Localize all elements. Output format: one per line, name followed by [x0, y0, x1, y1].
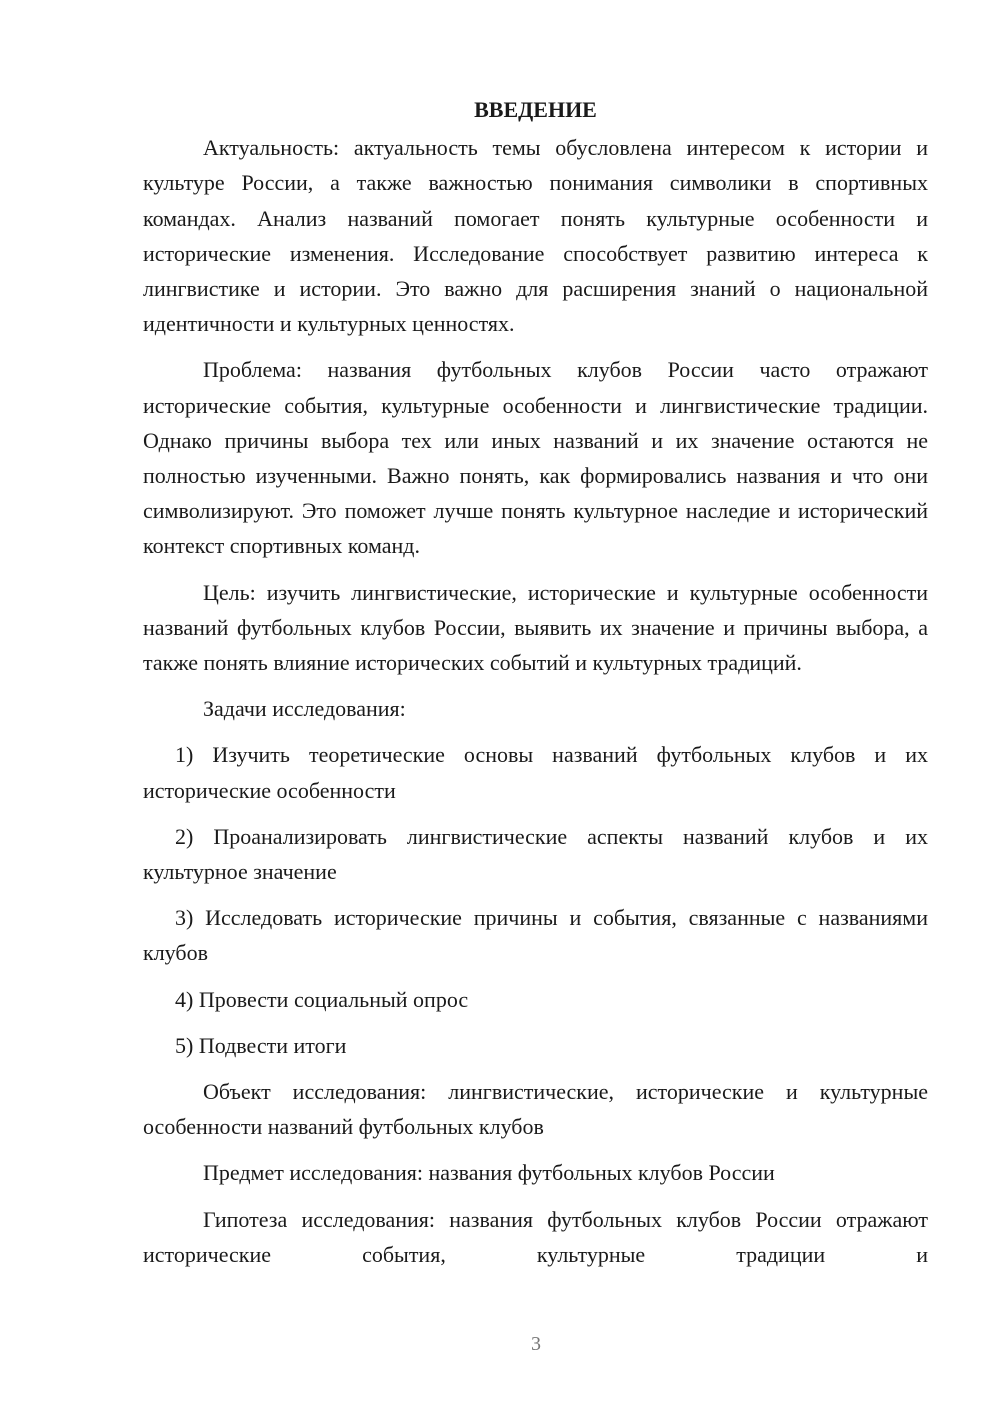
hypothesis-paragraph: Гипотеза исследования: названия футбольных клубов России отражают исторические события, культурные традиции и	[143, 1206, 928, 1267]
page-content	[143, 92, 928, 1283]
subject-paragraph: Предмет исследования: названия футбольных клубов России	[203, 1160, 775, 1186]
goal-paragraph: Цель: изучить лингвистические, исторические и культурные особенности названий футбольных клубов России, выявить их значение и причины выбора, а также понять влияние исторических событий и культурных традиций.	[143, 579, 928, 676]
task-item-4: 4) Провести социальный опрос	[175, 986, 469, 1012]
relevance-paragraph: Актуальность: актуальность темы обусловлена интересом к истории и культуре России, а также важностью понимания символики в спортивных командах. Анализ названий помогает понять культурные особенности и исторические изменения. Исследование способствует развитию интереса к лингвистике и истории. Это важно для расширения знаний о национальной идентичности и культурных ценностях.	[143, 135, 928, 337]
problem-paragraph: Проблема: названия футбольных клубов России часто отражают исторические события, культурные особенности и лингвистические традиции. Однако причины выбора тех или иных названий и их значение остаются не полностью изученными. Важно понять, как формировались названия и что они символизируют. Это поможет лучше понять культурное наследие и исторический контекст спортивных команд.	[143, 357, 928, 559]
task-item-5: 5) Подвести итоги	[175, 1032, 347, 1058]
task-item-2: 2) Проанализировать лингвистические аспекты названий клубов и их культурное значение	[143, 823, 928, 885]
task-item-1: 1) Изучить теоретические основы названий футбольных клубов и их исторические особенности	[143, 742, 928, 803]
task-item-3: 3) Исследовать исторические причины и события, связанные с названиями клубов	[143, 905, 928, 966]
tasks-heading: Задачи исследования:	[203, 696, 406, 722]
object-paragraph: Объект исследования: лингвистические, исторические и культурные особенности названий футбольных клубов	[143, 1079, 928, 1140]
section-title: ВВЕДЕНИЕ	[474, 97, 597, 122]
page-number: 3	[531, 1333, 541, 1355]
